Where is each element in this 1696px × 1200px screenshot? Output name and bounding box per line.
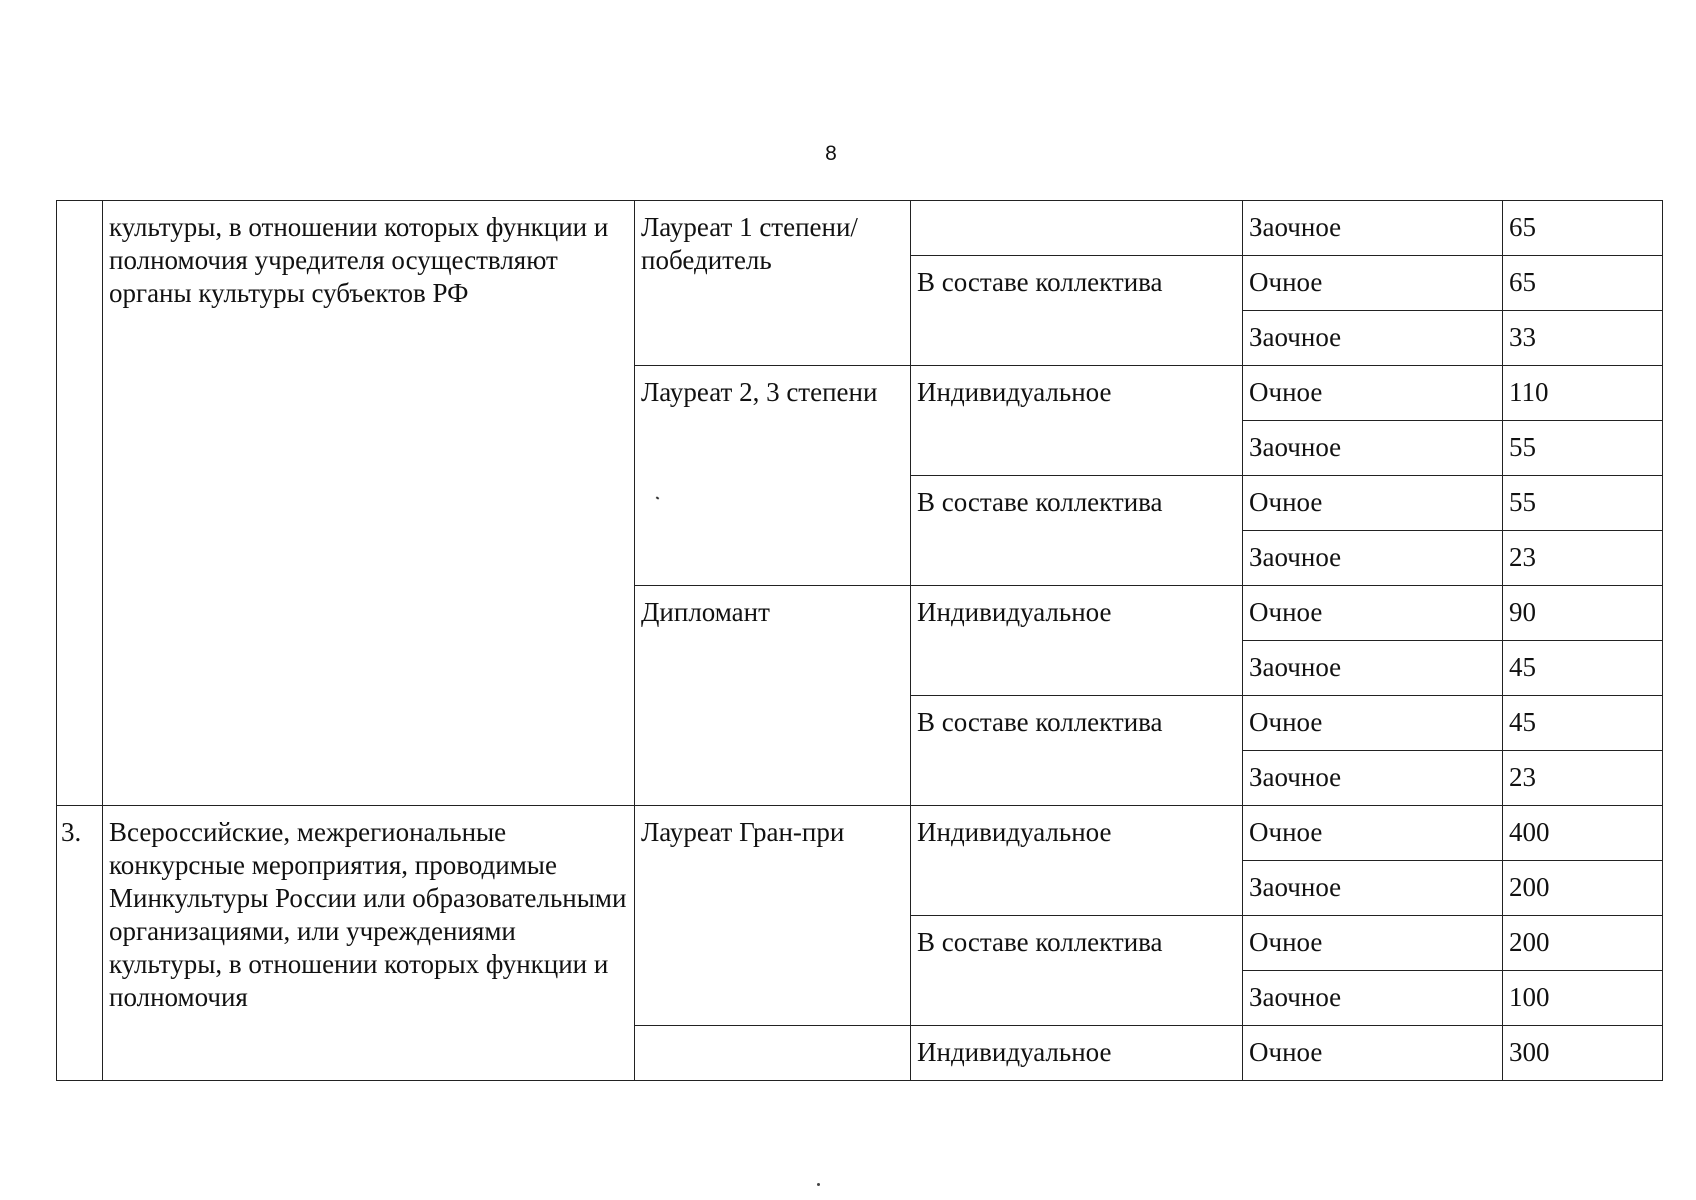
amount-value: 65 — [1503, 201, 1663, 256]
participation-form: Очное — [1243, 586, 1503, 641]
scan-dot — [817, 1183, 820, 1186]
participation-type: Индивидуальное — [911, 1026, 1243, 1081]
participation-type: В составе коллектива — [911, 696, 1243, 806]
amount-value: 200 — [1503, 916, 1663, 971]
amount-value: 300 — [1503, 1026, 1663, 1081]
table-row — [57, 806, 1663, 861]
amount-value: 23 — [1503, 751, 1663, 806]
participation-type — [911, 201, 1243, 256]
amount-value: 90 — [1503, 586, 1663, 641]
participation-type: Индивидуальное — [911, 366, 1243, 476]
participation-form: Заочное — [1243, 421, 1503, 476]
participation-form: Заочное — [1243, 751, 1503, 806]
participation-form: Очное — [1243, 916, 1503, 971]
row-number: 3. — [57, 806, 103, 1081]
place-label: Дипломант — [635, 586, 911, 806]
place-label — [635, 1026, 911, 1081]
participation-type: Индивидуальное — [911, 806, 1243, 916]
place-label: Лауреат Гран-при — [635, 806, 911, 1026]
participation-type: В составе коллектива — [911, 256, 1243, 366]
amount-value: 65 — [1503, 256, 1663, 311]
participation-form: Заочное — [1243, 531, 1503, 586]
amount-value: 33 — [1503, 311, 1663, 366]
table-row — [57, 201, 1663, 256]
participation-form: Очное — [1243, 1026, 1503, 1081]
participation-type: В составе коллектива — [911, 916, 1243, 1026]
participation-form: Очное — [1243, 806, 1503, 861]
participation-form: Заочное — [1243, 201, 1503, 256]
event-description: Всероссийские, межрегиональные конкурсные мероприятия, проводимые Минкультуры России или образовательными организациями, или учреждениями культуры, в отношении которых функции и полномочия — [103, 806, 635, 1081]
amount-value: 23 — [1503, 531, 1663, 586]
participation-form: Очное — [1243, 366, 1503, 421]
event-description: культуры, в отношении которых функции и полномочия учредителя осуществляют органы культуры субъектов РФ — [103, 201, 635, 806]
participation-form: Заочное — [1243, 971, 1503, 1026]
amount-value: 55 — [1503, 476, 1663, 531]
amount-value: 200 — [1503, 861, 1663, 916]
participation-form: Заочное — [1243, 861, 1503, 916]
participation-type: Индивидуальное — [911, 586, 1243, 696]
row-number — [57, 201, 103, 806]
payments-table — [56, 200, 1663, 1081]
participation-form: Заочное — [1243, 641, 1503, 696]
amount-value: 110 — [1503, 366, 1663, 421]
amount-value: 45 — [1503, 696, 1663, 751]
participation-form: Очное — [1243, 696, 1503, 751]
participation-form: Очное — [1243, 476, 1503, 531]
participation-form: Очное — [1243, 256, 1503, 311]
place-label: Лауреат 1 степени/победитель — [635, 201, 911, 366]
amount-value: 55 — [1503, 421, 1663, 476]
place-label: Лауреат 2, 3 степени — [635, 366, 911, 586]
participation-form: Заочное — [1243, 311, 1503, 366]
page-number: 8 — [825, 142, 837, 165]
amount-value: 45 — [1503, 641, 1663, 696]
amount-value: 100 — [1503, 971, 1663, 1026]
amount-value: 400 — [1503, 806, 1663, 861]
participation-type: В составе коллектива — [911, 476, 1243, 586]
